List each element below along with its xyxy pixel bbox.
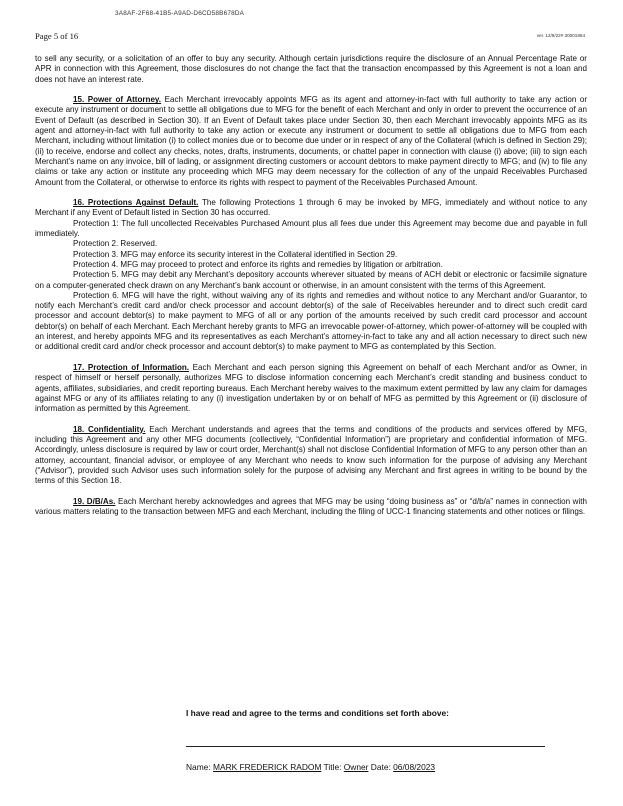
name-value: MARK FREDERICK RADOM (213, 762, 322, 772)
date-label: Date: (370, 762, 391, 772)
section-17-heading: 17. Protection of Information. (73, 362, 190, 372)
section-18-heading: 18. Confidentiality. (73, 424, 146, 434)
title-label: Title: (323, 762, 342, 772)
protection-4: Protection 4. MFG may proceed to protect and enforce its rights and remedies by litigation or arbitration. (73, 259, 443, 269)
document-id: 3A8AF-2F68-41B5-A9AD-D6CD58B678DA (115, 10, 245, 17)
section-19-heading: 19. D/B/As. (73, 496, 116, 506)
signature-details (186, 762, 435, 772)
section-19-paragraph (35, 497, 587, 518)
agreement-statement: I have read and agree to the terms and conditions set forth above: (186, 708, 449, 718)
section-15-text: Each Merchant irrevocably appoints MFG as its agent and attorney-in-fact with full authority to take any action or execute any instrument or document to settle all obligations due to MFG for the benefit of each Merchant and only in order to prevent the occurrence of an Event of Default (as described in Section 30). If an Event of Default takes place under Section 30, then each Merchant irrevocably appoints MFG as its agent and attorney-in-fact with full authority to take any action or execute any instrument or document to settle all obligations due to MFG from each Merchant, including without limitation (i) to collect monies due or to become due under or in respect of any of the Collateral (which is defined in Section 29); (ii) to receive, endorse and collect any checks, notes, drafts, instruments, documents, or chattel paper in connection with clause (i) above; (iii) to sign each Merchant’s name on any invoice, bill of lading, or assignment directing customers or account debtors to make payment directly to MFG; and (iv) to file any claims or take any action or institute any proceeding which MFG may deem necessary for the collection of any of the unpaid Receivables Purchased Amount from the Collateral, or otherwise to enforce its rights with respect to payment of the Receivables Purchased Amount. (35, 95, 588, 187)
section-16-paragraph (35, 198, 587, 219)
section-19-text: Each Merchant hereby acknowledges and agrees that MFG may be using “doing business as” or “d/b/a” names in connection with various matters relating to the transaction between MFG and each Merchant, including the filing of UCC-1 financing statements and other notices or filings. (35, 496, 587, 517)
signature-line (186, 746, 545, 747)
version-label: ver. 12/9/22# 30001864 (536, 33, 585, 38)
title-value: Owner (343, 762, 369, 772)
section-17-text: Each Merchant and each person signing this Agreement on behalf of each Merchant and/or as Owner, in respect of himself or herself personally, authorizes MFG to disclose information concerning each Merchant’s credit standing and business conduct to agents, affiliates, subsidiaries, and credit reporting bureaus. Each Merchant hereby waives to the maximum extent permitted by law any claim for damages against MFG or any of its affiliates relating to any (i) investigation undertaken by or on behalf of MFG as permitted by this Agreement or (ii) disclosure of information as permitted by this Agreement. (35, 362, 587, 414)
section-16-heading: 16. Protections Against Default. (73, 198, 199, 208)
section-18-text: Each Merchant understands and agrees that the terms and conditions of the products and services offered by MFG, including this Agreement and any other MFG documents (collectively, “Confidential Information”) are proprietary and confidential information of MFG. Accordingly, unless disclosure is required by law or court order, Merchant(s) shall not disclose Confidential Information of MFG to any person other than an attorney, accountant, financial advisor, or employee of any Merchant who needs to know such information for the purpose of advising any Merchant (“Advisor”), provided such Advisor uses such information solely for the purpose of advising any Merchant and first agrees in writing to be bound by the terms of this Section 18. (35, 424, 587, 486)
intro-paragraph: to sell any security, or a solicitation of an offer to buy any security. Although certain jurisdictions require the disclosure of an Annual Percentage Rate or APR in connection with this Agreement, those disclosures do not change the fact that the transaction encompassed by this Agreement is not a loan and does not have an interest rate. (35, 54, 587, 84)
section-16-text: The following Protections 1 through 6 may be invoked by MFG, immediately and without notice to any Merchant if any Event of Default listed in Section 30 has occurred. (35, 198, 587, 218)
protection-3: Protection 3. MFG may enforce its security interest in the Collateral identified in Section 29. (73, 249, 398, 259)
section-15-heading: 15. Power of Attorney. (73, 95, 162, 105)
protection-2: Protection 2. Reserved. (73, 239, 158, 249)
protection-1: Protection 1: The full uncollected Receivables Purchased Amount plus all fees due under this Agreement may become due and payable in full immediately. (35, 218, 587, 239)
section-17-paragraph (35, 363, 587, 414)
protection-6: Protection 6. MFG will have the right, without waiving any of its rights and remedies and without notice to any Merchant and/or Guarantor, to notify each Merchant’s credit card and/or check processor and account debtor(s) of the sale of Receivables hereunder and to direct such credit card processor and account debtor(s) to make payment to MFG of all or any portion of the amounts received by such credit card processor and account debtor(s) on behalf of each Merchant. Each Merchant hereby grants to MFG an irrevocable power-of-attorney, which power-of-attorney will be coupled with an interest, and hereby appoints MFG and its representatives as each Merchant’s attorney-in-fact to take any and all action necessary to direct such new or additional credit card and/or check processor and account debtor(s) to make payment to MFG as contemplated by this Section. (35, 290, 587, 352)
section-18-paragraph (35, 425, 587, 487)
section-15-paragraph (35, 95, 587, 188)
protection-5: Protection 5. MFG may debit any Merchant’s depository accounts wherever situated by means of ACH debit or electronic or facsimile signature on a computer-generated check drawn on any Merchant’s bank account or otherwise, in an amount consistent with the terms of this Agreement. (35, 270, 587, 290)
date-value: 06/08/2023 (393, 762, 436, 772)
page-number: Page 5 of 16 (35, 31, 79, 41)
agreement-body (35, 54, 587, 517)
name-label: Name: (186, 762, 211, 772)
